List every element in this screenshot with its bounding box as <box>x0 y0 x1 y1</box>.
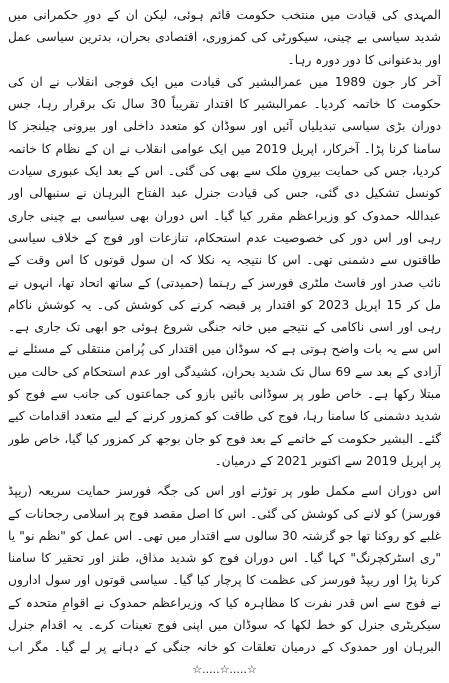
article-body <box>8 4 441 664</box>
article-paragraph-1: المہدی کی قیادت میں منتخب حکومت قائم ہوئی، لیکن ان کے دورِ حکمرانی میں شدید سیاسی بے چینی، سیکورٹی کی کمزوری، اقتصادی بحران، بدترین سیاسی عمل اور بدعنوانی کا دور دورہ رہا۔ <box>8 8 441 67</box>
article-paragraph-2: آخر کار جون 1989 میں عمرالبشیر کی قیادت میں ایک فوجی انقلاب نے ان کی حکومت کا خاتمہ کردیا۔ عمرالبشیر کا اقتدار تقریباً 30 سال تک برقرار رہا، جس دوران بڑی سیاسی تبدیلیاں آئیں اور سوڈان کو متعدد داخلی اور بیرونی چیلنجز کا سامنا کرنا پڑا۔ آخرکار، اپریل 2019 میں ایک عوامی انقلاب نے ان کے نظام کا خاتمہ کردیا، جس کی حمایت بیرونِ ملک سے بھی کی گئی۔ اس کے بعد ایک عبوری سیادت کونسل تشکیل دی گئی، جس کی قیادت جنرل عبد الفتاح البرہان نے سنبھالی اور عبداللہ حمدوک کو وزیراعظم مقرر کیا گیا۔ اس دوران بھی سیاسی بے چینی جاری رہی اور اس دور کی خصوصیت عدم استحکام، تنازعات اور فوج کے خلاف سیاسی طاقتوں سے دشمنی تھی۔ اس کا نتیجہ یہ نکلا کہ ان سول قوتوں کا اس وقت کے نائب صدر اور فاسٹ ملٹری فورسز کے رہنما (حمیدتی) کے ساتھ اتحاد تھا، انہوں نے مل کر 15 اپریل 2023 کو اقتدار پر قبضہ کرنے کی کوشش کی۔ یہ کوشش ناکام رہی اور اسی ناکامی کے نتیجے میں خانہ جنگی شروع ہوئی جو ابھی تک جاری ہے۔ اس سے یہ بات واضح ہوتی ہے کہ سوڈان میں اقتدار کی پُرامن منتقلی کے مسئلے نے آزادی کے بعد سے 69 سال تک شدید بحران، کشیدگی اور عدم استحکام کی حالت میں مبتلا رکھا ہے۔ خاص طور پر سوڈانی بائیں بازو کی جماعتوں کی جانب سے فوج کو شدید دشمنی کا سامنا رہا، فوج کی طاقت کو کمزور کرنے کے لیے متعدد اقدامات کیے گئے۔ البشیر حکومت کے خاتمے کے بعد فوج کو جان بوجھ کر کمزور کیا گیا، خاص طور پر اپریل 2019 سے اکتوبر 2021 کے درمیان۔ <box>8 74 441 468</box>
section-divider: ☆.....☆.....☆ <box>192 663 257 676</box>
article-paragraph-3: اس دوران اسے مکمل طور پر توڑنے اور اس کی جگہ فورسز حمایت سریعہ (ریپڈ فورسز) کو لانے کی کوشش کی گئی۔ اس کا اصل مقصد فوج پر اسلامی رجحانات کے غلبے کو روکنا تھا جو گزشتہ 30 سالوں سے اقتدار میں تھی۔ اس عمل کو "نظم نو" یا "ری اسٹرکچرنگ" کہا گیا۔ اس دوران فوج کو شدید مذاق، طنز اور تحقیر کا سامنا کرنا پڑا اور ریپڈ فورسز کی عظمت کا پرچار کیا گیا۔ سیاسی قوتوں اور سول اداروں نے فوج سے اس قدر نفرت کا مظاہرہ کیا کہ وزیراعظم حمدوک نے اقوامِ متحدہ کے سیکریٹری جنرل کو خط لکھا کہ سوڈان میں اپنی فوج تعینات کرے۔ یہ اقدام جنرل البرہان اور حمدوک کے درمیان تعلقات کو خانہ جنگی کے دہانے پر لے گیا۔ مگر اب <box>8 484 441 655</box>
